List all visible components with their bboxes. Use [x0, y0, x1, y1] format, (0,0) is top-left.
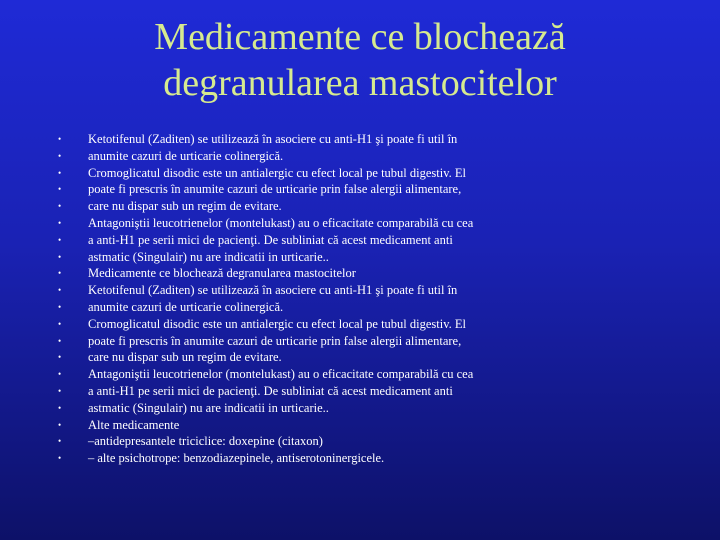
bullet-marker: •	[58, 301, 62, 312]
bullet-marker: •	[58, 385, 62, 396]
bullet-text: Ketotifenul (Zaditen) se utilizează în asociere cu anti-H1 şi poate fi util în	[88, 132, 458, 146]
bullet-marker: •	[58, 217, 62, 228]
slide-title-line-2: degranularea mastocitelor	[163, 62, 557, 104]
bullet-text: astmatic (Singulair) nu are indicatii in urticarie..	[88, 249, 329, 264]
bullet-item	[58, 181, 528, 198]
bullet-text: – alte psichotrope: benzodiazepinele, antiserotoninergicele.	[88, 451, 385, 466]
bullet-item	[58, 450, 528, 467]
bullet-marker: •	[58, 251, 62, 262]
bullet-item	[58, 383, 528, 400]
bullet-marker: •	[58, 234, 62, 245]
bullet-item	[58, 215, 528, 232]
bullet-marker: •	[58, 268, 62, 279]
bullet-marker: •	[58, 335, 62, 346]
bullet-item	[58, 131, 528, 148]
bullet-item	[58, 366, 528, 383]
bullet-item	[58, 349, 528, 366]
bullet-text: care nu dispar sub un regim de evitare.	[88, 199, 282, 214]
bullet-text: Ketotifenul (Zaditen) se utilizează în asociere cu anti-H1 şi poate fi util în	[88, 283, 458, 298]
bullet-list	[58, 131, 528, 467]
bullet-item	[58, 400, 528, 417]
bullet-marker: •	[58, 167, 62, 178]
bullet-marker: •	[58, 352, 62, 363]
bullet-text: Antagoniştii leucotrienelor (montelukast) au o eficacitate comparabilă cu cea	[88, 367, 474, 382]
bullet-text: poate fi prescris în anumite cazuri de urticarie prin false alergii alimentare,	[88, 182, 462, 197]
bullet-marker: •	[58, 369, 62, 380]
slide-title	[0, 14, 720, 106]
bullet-item	[58, 232, 528, 249]
bullet-marker: •	[58, 184, 62, 195]
slide-title-line-1: Medicamente ce blochează	[154, 16, 566, 58]
bullet-text: Cromoglicatul disodic este un antialergic cu efect local pe tubul digestiv. El	[88, 165, 467, 180]
bullet-text: Cromoglicatul disodic este un antialergic cu efect local pe tubul digestiv. El	[88, 316, 467, 331]
bullet-text: poate fi prescris în anumite cazuri de urticarie prin false alergii alimentare,	[88, 333, 462, 348]
bullet-text: anumite cazuri de urticarie colinergică.	[88, 148, 284, 163]
bullet-marker: •	[58, 402, 62, 413]
bullet-item	[58, 148, 528, 165]
bullet-marker: •	[58, 201, 62, 212]
bullet-marker: •	[58, 285, 62, 296]
bullet-marker: •	[58, 436, 62, 447]
bullet-item	[58, 165, 528, 182]
bullet-marker: •	[58, 453, 62, 464]
bullet-item	[58, 316, 528, 333]
bullet-marker: •	[58, 134, 62, 144]
bullet-text: Alte medicamente	[88, 417, 180, 432]
bullet-item	[58, 433, 528, 450]
bullet-item	[58, 265, 528, 282]
bullet-text: Antagoniştii leucotrienelor (montelukast) au o eficacitate comparabilă cu cea	[88, 215, 474, 230]
bullet-text: anumite cazuri de urticarie colinergică.	[88, 299, 284, 314]
bullet-marker: •	[58, 150, 62, 161]
bullet-item	[58, 282, 528, 299]
bullet-marker: •	[58, 419, 62, 430]
bullet-text: –antidepresantele triciclice: doxepine (citaxon)	[88, 434, 323, 449]
bullet-text: a anti-H1 pe serii mici de pacienţi. De subliniat că acest medicament anti	[88, 383, 453, 398]
bullet-item	[58, 249, 528, 266]
bullet-item	[58, 417, 528, 434]
bullet-item	[58, 333, 528, 350]
bullet-text: Medicamente ce blochează degranularea mastocitelor	[88, 266, 356, 281]
bullet-item	[58, 299, 528, 316]
bullet-text: care nu dispar sub un regim de evitare.	[88, 350, 282, 365]
bullet-item	[58, 198, 528, 215]
bullet-marker: •	[58, 318, 62, 329]
bullet-text: a anti-H1 pe serii mici de pacienţi. De subliniat că acest medicament anti	[88, 232, 453, 247]
bullet-text: astmatic (Singulair) nu are indicatii in urticarie..	[88, 400, 329, 415]
